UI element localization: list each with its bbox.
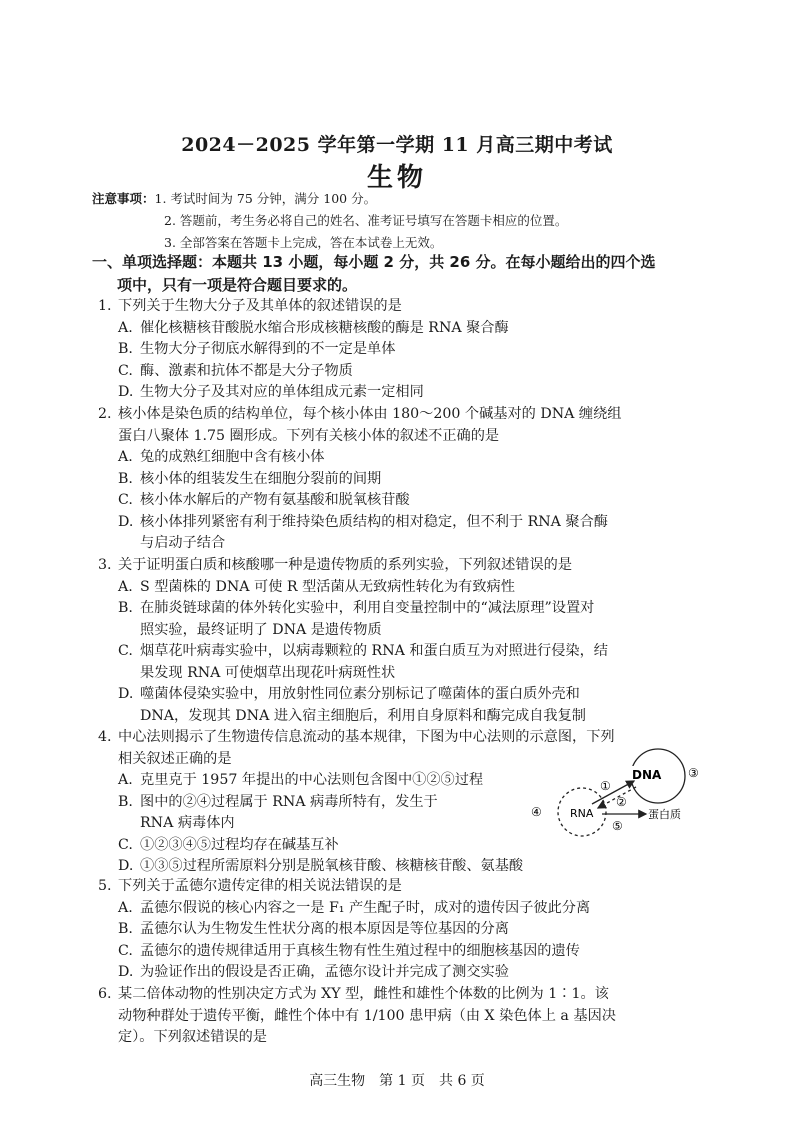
question-stem: 某二倍体动物的性别决定方式为 XY 型，雌性和雄性个体数的比例为 1∶1。该	[118, 986, 609, 1002]
rna-label: RNA	[570, 807, 594, 820]
note-item: 1. 考试时间为 75 分钟，满分 100 分。	[154, 191, 377, 206]
question-stem: 下列关于生物大分子及其单体的叙述错误的是	[118, 298, 402, 314]
question-3	[98, 555, 718, 727]
option-d: D. 生物大分子及其对应的单体组成元素一定相同	[118, 384, 424, 400]
option-c: C. 酶、激素和抗体不都是大分子物质	[118, 362, 353, 379]
central-dogma-diagram	[528, 742, 718, 842]
step-2-label: ②	[616, 795, 627, 809]
question-number: 6.	[98, 986, 112, 1002]
question-stem: 核小体是染色质的结构单位，每个核小体由 180～200 个碱基对的 DNA 缠绕组	[118, 406, 622, 422]
option-a: A. 催化核糖核苷酸脱水缩合形成核糖核酸的酶是 RNA 聚合酶	[118, 319, 509, 336]
question-2	[98, 404, 718, 555]
question-1	[98, 296, 718, 404]
option-d: D. 噬菌体侵染实验中，用放射性同位素分别标记了噬菌体的蛋白质外壳和	[118, 686, 580, 702]
option-b-continued: 照实验，最终证明了 DNA 是遗传物质	[140, 621, 382, 638]
question-number: 1.	[98, 298, 112, 314]
note-item: 3. 全部答案在答题卡上完成，答在本试卷上无效。	[164, 235, 443, 250]
option-c: C. ①②③④⑤过程均存在碱基互补	[118, 836, 339, 853]
question-stem: 关于证明蛋白质和核酸哪一种是遗传物质的系列实验，下列叙述错误的是	[118, 557, 573, 573]
section-heading	[92, 251, 722, 297]
option-a: A. S 型菌株的 DNA 可使 R 型活菌从无致病性转化为有致病性	[118, 578, 515, 595]
question-stem: 下列关于孟德尔遗传定律的相关说法错误的是	[118, 878, 402, 894]
subject-title: 生物	[366, 163, 427, 193]
option-c-continued: 果发现 RNA 可使烟草出现花叶病斑性状	[140, 664, 396, 681]
section-heading-line: 一、单项选择题：本题共 13 小题，每小题 2 分，共 26 分。在每小题给出的四个选	[92, 253, 656, 271]
option-b: B. 核小体的组装发生在细胞分裂前的间期	[118, 470, 382, 487]
question-6	[98, 984, 718, 1049]
option-a: A. 兔的成熟红细胞中含有核小体	[118, 449, 325, 465]
option-c: C. 烟草花叶病毒实验中，以病毒颗粒的 RNA 和蛋白质互为对照进行侵染，结	[118, 643, 608, 659]
option-a: A. 孟德尔假说的核心内容之一是 F₁ 产生配子时，成对的遗传因子彼此分离	[118, 899, 591, 916]
option-c: C. 核小体水解后的产物有氨基酸和脱氧核苷酸	[118, 492, 410, 508]
note-item: 2. 答题前，考生务必将自己的姓名、准考证号填写在答题卡相应的位置。	[164, 213, 568, 228]
question-number: 4.	[98, 729, 112, 745]
option-d: D. ①③⑤过程所需原料分别是脱氧核苷酸、核糖核苷酸、氨基酸	[118, 858, 524, 874]
dna-label: DNA	[632, 768, 662, 782]
option-b: B. 在肺炎链球菌的体外转化实验中，利用自变量控制中的“减法原理”设置对	[118, 600, 595, 616]
section-heading-line: 项中，只有一项是符合题目要求的。	[117, 276, 358, 294]
option-b: B. 生物大分子彻底水解得到的不一定是单体	[118, 341, 396, 357]
option-c: C. 孟德尔的遗传规律适用于真核生物有性生殖过程中的细胞核基因的遗传	[118, 942, 580, 959]
step-1-label: ①	[600, 779, 611, 793]
notes-label: 注意事项：	[92, 191, 155, 206]
option-a: A. 克里克于 1957 年提出的中心法则包含图中①②⑤过程	[118, 772, 484, 788]
page-footer: 高三生物 第 1 页 共 6 页	[309, 1073, 485, 1089]
question-stem: 定）。下列叙述错误的是	[118, 1029, 267, 1045]
option-b-continued: RNA 病毒体内	[140, 815, 235, 831]
option-b: B. 图中的②④过程属于 RNA 病毒所特有，发生于	[118, 793, 438, 810]
question-5	[98, 876, 718, 984]
question-stem: 动物种群处于遗传平衡，雌性个体中有 1/100 患甲病（由 X 染色体上 a 基因决	[118, 1007, 616, 1024]
option-b: B. 孟德尔认为生物发生性状分离的根本原因是等位基因的分离	[118, 921, 509, 937]
option-d-continued: DNA，发现其 DNA 进入宿主细胞后，利用自身原料和酶完成自我复制	[140, 707, 586, 724]
transcription-arrow	[592, 781, 634, 804]
question-stem: 相关叙述正确的是	[118, 750, 232, 767]
step-5-label: ⑤	[612, 819, 623, 833]
exam-notes	[92, 188, 567, 254]
step-4-label: ④	[531, 805, 542, 819]
question-number: 2.	[98, 406, 112, 422]
option-d: D. 核小体排列紧密有利于维持染色质结构的相对稳定，但不利于 RNA 聚合酶	[118, 513, 608, 530]
step-3-label: ③	[688, 766, 699, 780]
question-number: 5.	[98, 878, 112, 894]
question-stem: 中心法则揭示了生物遗传信息流动的基本规律，下图为中心法则的示意图，下列	[118, 729, 615, 745]
exam-title: 2024－2025 学年第一学期 11 月高三期中考试	[181, 134, 613, 156]
option-d: D. 为验证作出的假设是否正确，孟德尔设计并完成了测交实验	[118, 964, 509, 980]
protein-label: 蛋白质	[648, 808, 681, 821]
question-stem: 蛋白八聚体 1.75 圈形成。下列有关核小体的叙述不正确的是	[118, 427, 500, 444]
question-number: 3.	[98, 557, 112, 573]
option-d-continued: 与启动子结合	[140, 535, 226, 551]
